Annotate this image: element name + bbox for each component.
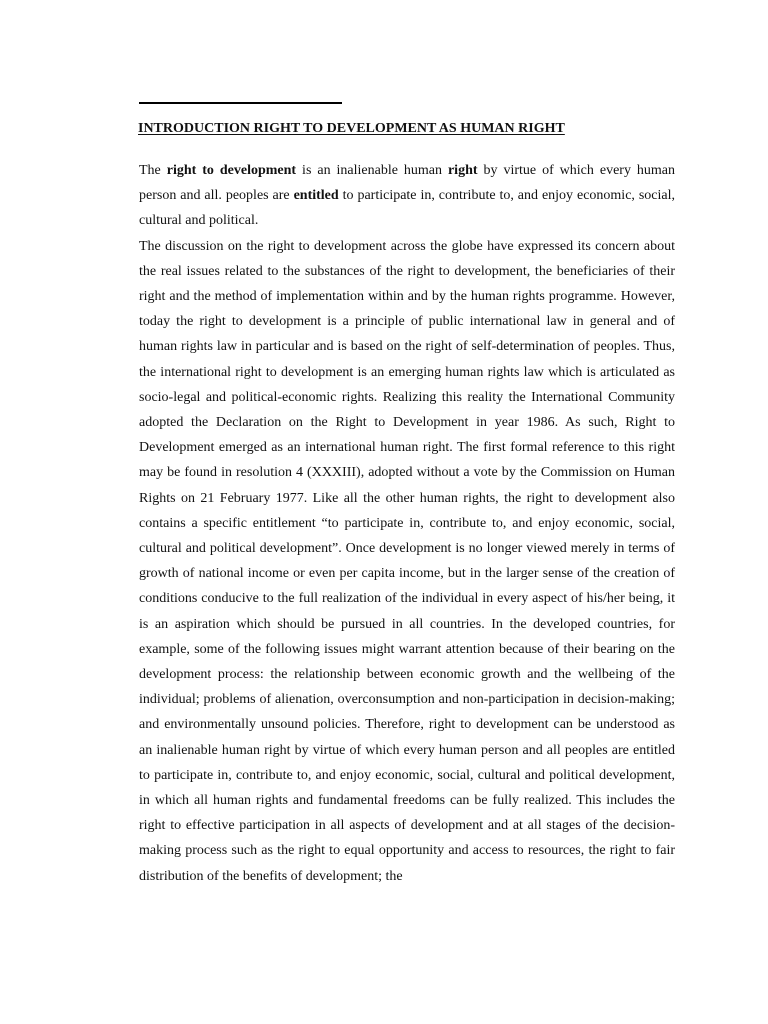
intro-bold-right: right	[447, 163, 478, 178]
top-rule	[139, 102, 342, 104]
document-heading: INTRODUCTION RIGHT TO DEVELOPMENT AS HUMAN RIGHT	[138, 121, 565, 136]
document-body	[139, 158, 675, 889]
intro-text-2: is an inalienable human	[296, 163, 448, 178]
intro-text-3: by virtue of which every human person and all. peoples are	[139, 163, 676, 204]
intro-paragraph	[139, 158, 675, 234]
intro-bold-entitled: entitled	[293, 188, 339, 204]
body-paragraph: The discussion on the right to development across the globe have expressed its concern about the real issues related to the substances of the right to development, the beneficiaries of their right and the method of implementation within and by the human rights programme. However, today the right to development is a principle of public international law in general and of human rights law in particular and is based on the right of self-determination of peoples. Thus, the international right to development is an emerging human rights law which is articulated as socio-legal and political-economic rights. Realizing this reality the International Community adopted the Declaration on the Right to Development in year 1986. As such, Right to Development emerged as an international human right. The first formal reference to this right may be found in resolution 4 (XXXIII), adopted without a vote by the Commission on Human Rights on 21 February 1977. Like all the other human rights, the right to development also contains a specific entitlement “to participate in, contribute to, and enjoy economic, social, cultural and political development”. Once development is no longer viewed merely in terms of growth of national income or even per capita income, but in the larger sense of the creation of conditions conducive to the full realization of the individual in every aspect of his/her being, it is an aspiration which should be pursued in all countries. In the developed countries, for example, some of the following issues might warrant attention because of their bearing on the development process: the relationship between economic growth and the wellbeing of the individual; problems of alienation, overconsumption and non-participation in decision-making; and environmentally unsound policies. Therefore, right to development can be understood as an inalienable human right by virtue of which every human person and all peoples are entitled to participate in, contribute to, and enjoy economic, social, cultural and political development, in which all human rights and fundamental freedoms can be fully realized. This includes the right to effective participation in all aspects of development and at all stages of the decision-making process such as the right to equal opportunity and access to resources, the right to fair distribution of the benefits of development; the	[139, 238, 675, 884]
intro-bold-right-to-development: right to development	[166, 163, 297, 178]
intro-text-1: The	[139, 163, 167, 178]
intro-text-4: to participate in, contribute to, and enjoy economic, social, cultural and political.	[139, 188, 676, 229]
